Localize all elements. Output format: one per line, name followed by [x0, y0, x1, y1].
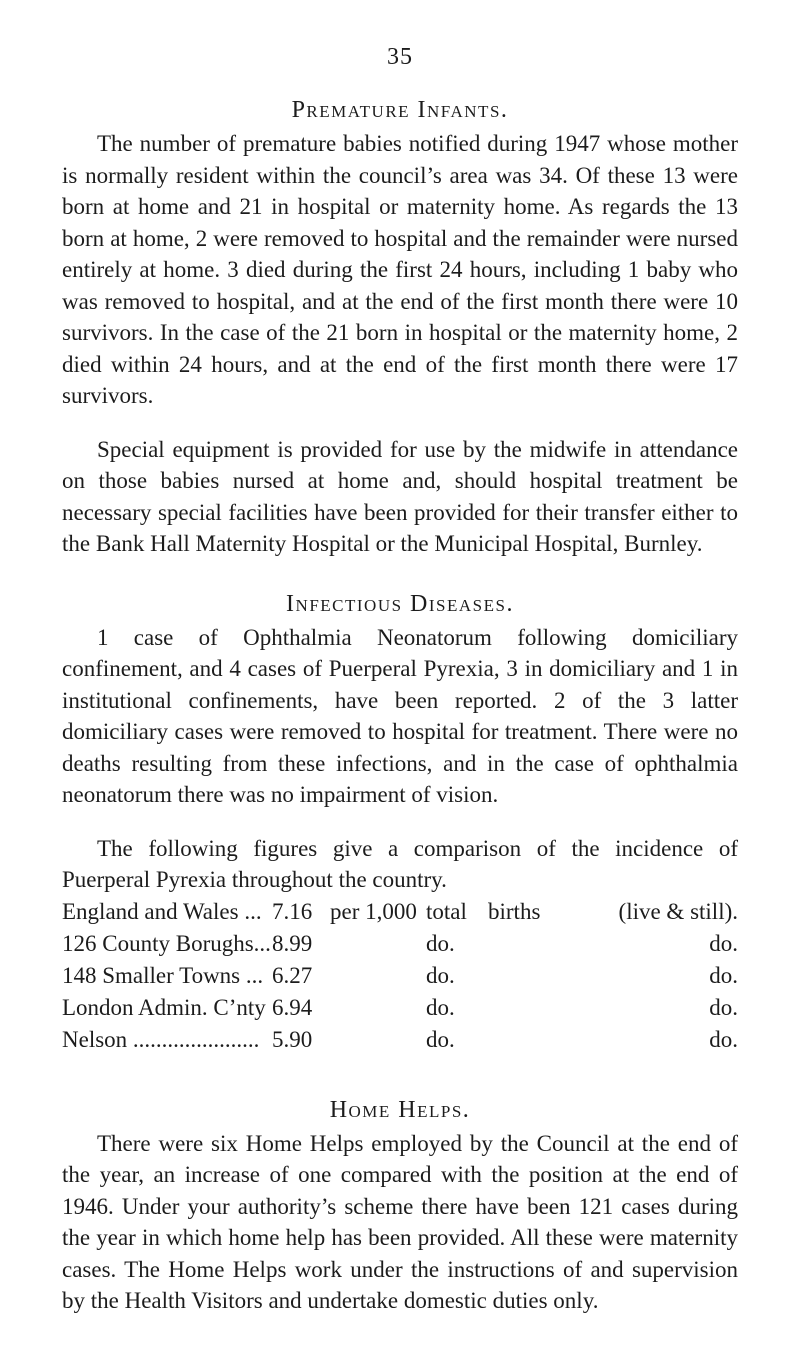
table-cell-basis — [488, 960, 558, 992]
table-cell-type: do. — [709, 930, 738, 956]
infectious-diseases-heading: Infectious Diseases. — [286, 590, 514, 617]
table-cell-place: England and Wales ... — [62, 898, 262, 924]
puerperal-pyrexia-table — [62, 896, 738, 1056]
table-cell-per — [330, 992, 426, 1024]
home-helps-paragraph-1: There were six Home Helps employed by the Council at the end of the year, an increase of one compared with the position at the end of 1946. Under your authority’s scheme there have been 121 cases during the year in which home help has been provided. All these were maternity cases. The Home Helps work under the instructions of and supervision by the Health Visitors and undertake domestic duties only. — [62, 1130, 738, 1313]
table-cell-type: do. — [709, 962, 738, 988]
table-row — [62, 960, 738, 992]
table-row — [62, 896, 738, 928]
table-row — [62, 992, 738, 1024]
premature-paragraph-1: The number of premature babies notified during 1947 whose mother is normally resident within the council’s area was 34. Of these 13 were born at home and 21 in hospital or maternity home. As regards the 13 born at home, 2 were removed to hospital and the remainder were nursed entirely at home. 3 died during the first 24 hours, including 1 baby who was removed to hospital, and at the end of the first month there were 10 survivors. In the case of the 21 born in hospital or the maternity home, 2 died within 24 hours, and at the end of the first month there were 17 survivors. — [62, 131, 738, 408]
home-helps-heading: Home Helps. — [329, 1096, 471, 1123]
table-cell-rate: 5.90 — [272, 1026, 313, 1052]
table-cell-place: 148 Smaller Towns ... — [62, 962, 264, 988]
table-cell-basis — [488, 992, 558, 1024]
table-cell-basis: births — [488, 898, 541, 924]
table-cell-rate: 7.16 — [272, 898, 313, 924]
premature-infants-heading: Premature Infants. — [291, 97, 509, 123]
table-cell-place: London Admin. C’nty — [62, 994, 266, 1020]
table-cell-basis — [488, 1024, 558, 1056]
table-cell-unit: do. — [426, 930, 455, 956]
table-cell-unit: do. — [426, 1026, 455, 1052]
table-row — [62, 1024, 738, 1056]
table-cell-type: (live & still). — [618, 898, 738, 924]
infectious-paragraph-1: 1 case of Ophthalmia Neonatorum following domiciliary confinement, and 4 cases of Puerperal Pyrexia, 3 in domiciliary and 1 in institutional confinements, have been reported. 2 of the 3 latter domiciliary cases were removed to hospital for treatment. There were no deaths resulting from these infections, and in the case of ophthalmia neonatorum there was no impairment of vision. — [62, 624, 738, 807]
table-cell-unit: do. — [426, 962, 455, 988]
page-content — [62, 92, 738, 1317]
table-row — [62, 928, 738, 960]
page-number: 35 — [387, 44, 413, 70]
table-cell-type: do. — [709, 1026, 738, 1052]
table-cell-unit: total — [426, 898, 467, 924]
table-cell-place: 126 County Borughs... — [62, 930, 271, 956]
table-cell-rate: 8.99 — [272, 930, 313, 956]
table-cell-basis — [488, 928, 558, 960]
table-cell-per: per 1,000 — [330, 898, 417, 924]
table-cell-rate: 6.27 — [272, 962, 313, 988]
table-cell-place: Nelson ...................... — [62, 1026, 260, 1052]
table-cell-unit: do. — [426, 994, 455, 1020]
table-cell-rate: 6.94 — [272, 994, 313, 1020]
infectious-paragraph-2: The following figures give a comparison of the incidence of Puerperal Pyrexia throughout the country. — [62, 835, 738, 892]
table-cell-type: do. — [709, 994, 738, 1020]
premature-paragraph-2: Special equipment is provided for use by the midwife in attendance on those babies nursed at home and, should hospital treatment be necessary special facilities have been provided for their transfer either to the Bank Hall Maternity Hospital or the Municipal Hospital, Burnley. — [62, 436, 738, 556]
table-cell-per — [330, 928, 426, 960]
table-cell-per — [330, 1024, 426, 1056]
table-cell-per — [330, 960, 426, 992]
